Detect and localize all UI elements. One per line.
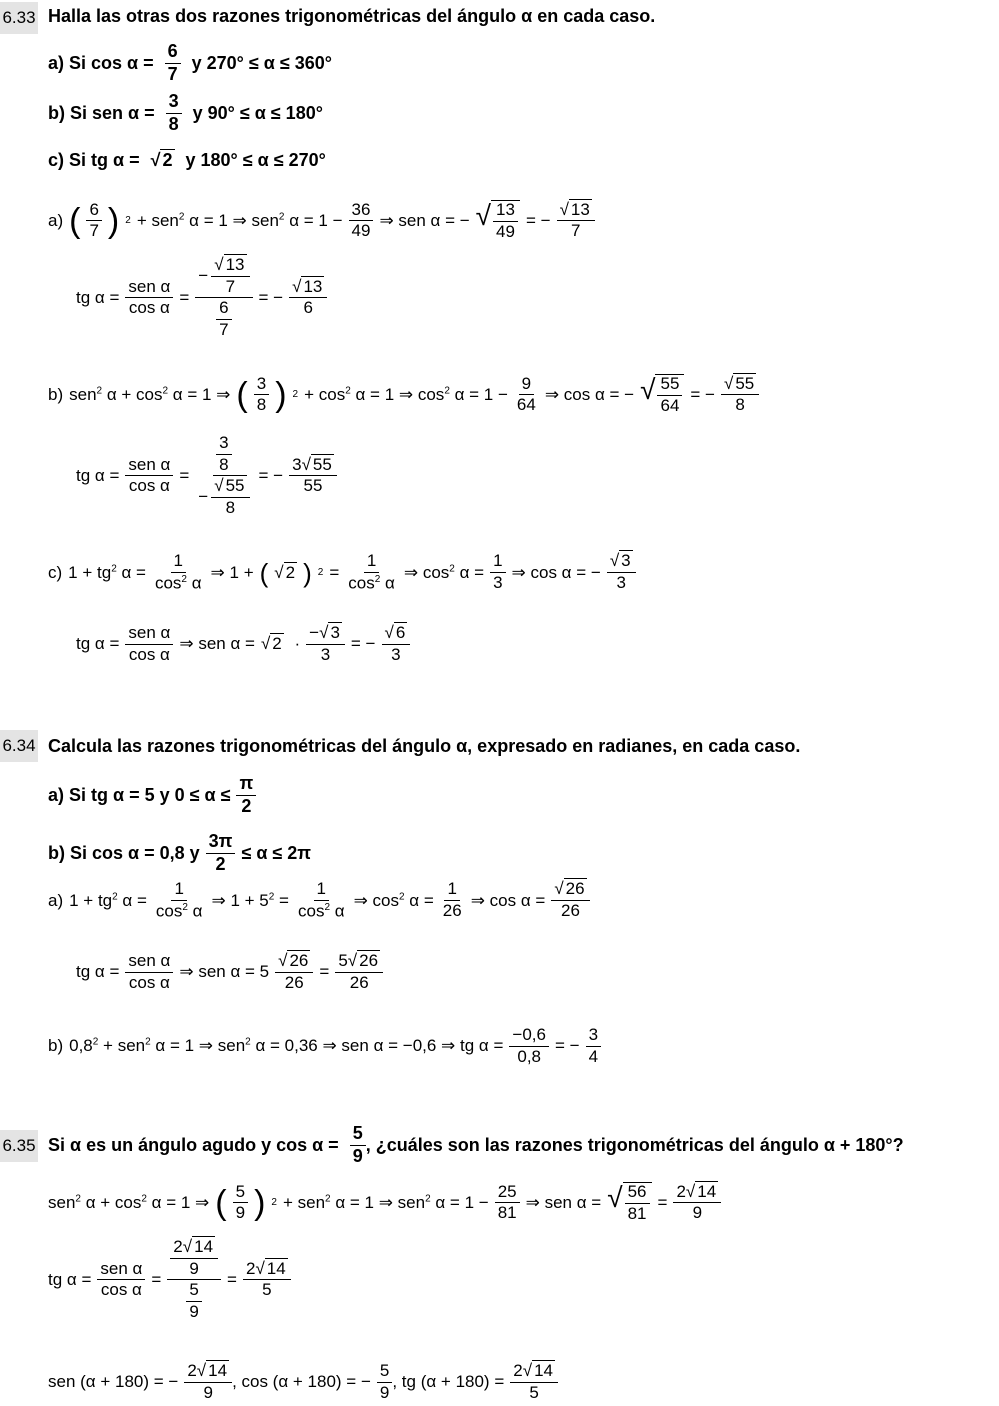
exercise-statement: Halla las otras dos razones trigonométricas del ángulo α en cada caso.	[48, 6, 656, 26]
solution-b-line2: tg α = $\frac{\text{sen α}}{\text{cos α}}$ = $\frac{3}{8}$ − $\frac{√ 55}{8}$ = − $\frac{3√ 55}{55}$	[76, 434, 337, 518]
solution-line3: sen (α + 180) = − $\frac{2√ 14}{9}$ , cos (α + 180) = − $\frac{5}{9}$ , tg (α + 180) = $\frac{2√ 14}{5}$	[48, 1362, 558, 1402]
solution-b-line1: b) $0,8^2 + sen^2$ α = 1 ⇒ sen$^2$ α = 0,36 ⇒ sen α = −0,6 ⇒ tg α = $\frac{-0,6}{0,8}$ = − $\frac{3}{4}$	[48, 1026, 601, 1066]
exercise-number: 6.33	[0, 2, 38, 34]
question-c: c) Si tg α = √ 2 y 180° ≤ α ≤ 270°	[48, 150, 326, 170]
solution-b-line1: b) sen$^2$ $\alpha + \cos^2 \alpha = 1$ ⇒ ( $\frac{3}{8}$ ) 2 + $\cos^2 \alpha = 1$ ⇒ $\cos^2 \alpha = 1$ − $\frac{9}{64}$ ⇒ cos α = − √ $\frac{55}{64}$ = − $\frac{√ 55}{8}$	[48, 374, 759, 415]
question-b: b) Si cos α = 0,8 y $\frac{3\pi}{2}$ ≤ α ≤ 2π	[48, 831, 312, 874]
exercise-number: 6.34	[0, 730, 38, 762]
question-b: b) Si sen α = $\frac{3}{8}$ y 90° ≤ α ≤ 180°	[48, 91, 323, 134]
solution-line1: sen$^2$ $\alpha + \cos^2 \alpha = 1$ ⇒ ( $\frac{5}{9}$ ) 2 + sen$^2$ α = 1 ⇒ sen$^2$ α = 1 − $\frac{25}{81}$ ⇒ sen α = √ $\frac{56}{81}$ = $\frac{2√ 14}{9}$	[48, 1182, 721, 1223]
solution-a-line2: tg α = $\frac{\text{sen α}}{\text{cos α}}$ ⇒ sen α = 5 $\frac{√ 26}{26}$ = $\frac{5√ 26}{26}$	[76, 952, 383, 992]
solution-line2: tg α = $\frac{\text{sen α}}{\text{cos α}}$ = $\frac{\frac{2√ 14}{9}}{\frac{5}{9}}$ = $\frac{2√ 14}{5}$	[48, 1238, 291, 1322]
exercise-statement: Si α es un ángulo agudo y cos α = $\frac{5}{9}$ , ¿cuáles son las razones trigonométricas del ángulo α + 180°?	[48, 1123, 904, 1166]
solution-a-line2: tg α = $\frac{\text{sen α}}{\text{cos α}}$ = − $\frac{√ 13}{7}$ $\frac{6}{7}$ = − $\frac{√ 13}{6}$	[76, 256, 327, 340]
solution-c-line1: c) $1 + tg^2$ α = $\frac{1}{\cos^2 \alpha}$ ⇒ 1 + ( √ 2 ) 2 = $\frac{1}{\cos^2 \alpha}$ ⇒ $\cos^2 \alpha$ = $\frac{1}{3}$ ⇒ cos α = − $\frac{√ 3}{3}$	[48, 552, 636, 593]
exercise-statement: Calcula las razones trigonométricas del ángulo α, expresado en radianes, en cada caso.	[48, 736, 801, 756]
solution-a-line1: a) ( $\frac{6}{7}$ ) 2 + sen$^2$ α = 1 ⇒ sen$^2$ α = 1 − $\frac{36}{49}$ ⇒ sen α = − √ $\frac{13}{49}$ = − $\frac{√ 13}{7}$	[48, 200, 595, 241]
question-a: a) Si cos α = $\frac{6}{7}$ y 270° ≤ α ≤ 360°	[48, 41, 332, 84]
solution-a-line1: a) $1 + tg^2$ α = $\frac{1}{\cos^2 \alpha}$ ⇒ $1 + 5^2$ = $\frac{1}{\cos^2 \alpha}$ ⇒ $\cos^2 \alpha$ = $\frac{1}{26}$ ⇒ cos α = $\frac{√ 26}{26}$	[48, 880, 590, 921]
solution-c-line2: tg α = $\frac{\text{sen α}}{\text{cos α}}$ ⇒ sen α = √ 2 · $\frac{-√ 3}{3}$ = − $\frac{√ 6}{3}$	[76, 624, 410, 664]
exercise-number: 6.35	[0, 1130, 38, 1162]
question-a: a) Si tg α = 5 y 0 ≤ α ≤ $\frac{\pi}{2}$	[48, 774, 256, 817]
